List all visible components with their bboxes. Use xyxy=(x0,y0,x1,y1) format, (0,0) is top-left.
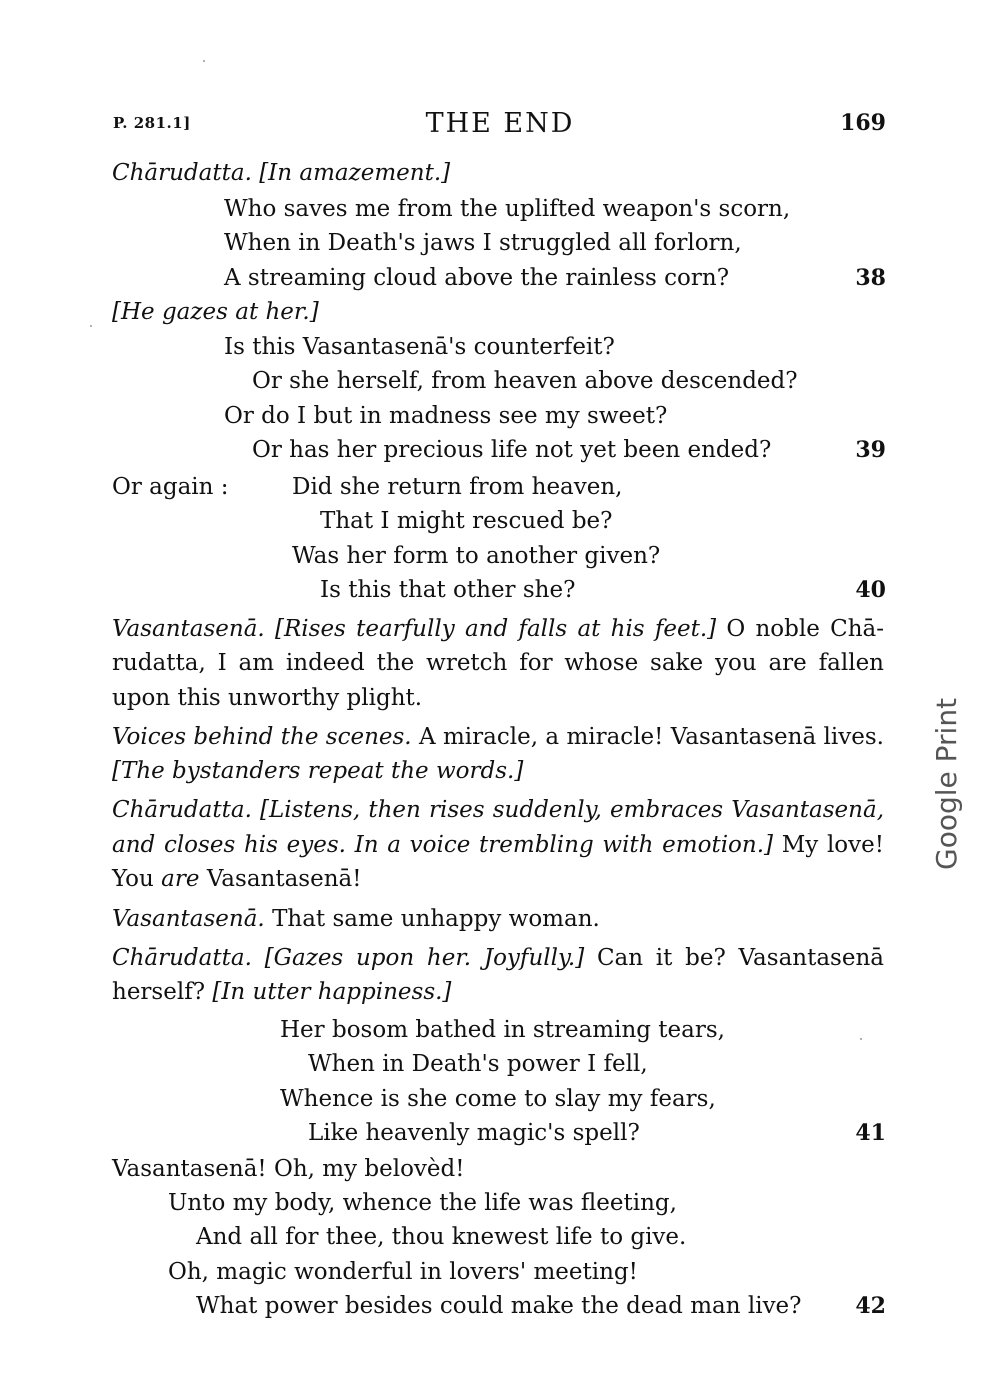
prose-text: A miracle, a miracle! Vasantasenā lives. xyxy=(419,724,884,750)
verse-line: Unto my body, whence the life was fleeting, xyxy=(168,1190,677,1216)
verse-number: 39 xyxy=(855,437,886,463)
prose-line xyxy=(112,830,884,860)
scan-speck xyxy=(203,60,205,62)
verse-line: When in Death's power I fell, xyxy=(308,1051,648,1077)
prose-text: Can it be? Vasantasenā xyxy=(596,945,884,971)
scan-speck xyxy=(90,325,92,327)
verse-line: A streaming cloud above the rainless corn? xyxy=(224,265,730,291)
stage-direction: [Listens, then rises suddenly, embraces Vasantasenā, xyxy=(260,797,885,823)
prose-line xyxy=(112,977,451,1007)
verse-number: 41 xyxy=(855,1120,886,1146)
prose-text: My love! xyxy=(781,832,884,858)
verse-line: Or do I but in madness see my sweet? xyxy=(224,403,668,429)
stage-direction: [The bystanders repeat the words.] xyxy=(112,758,524,784)
prose-line: Vasantasenā! Oh, my belovèd! xyxy=(112,1156,465,1182)
stage-direction: [In utter happiness.] xyxy=(212,979,452,1005)
prose-text: Vasantasenā! xyxy=(206,866,362,892)
verse-line: Her bosom bathed in streaming tears, xyxy=(280,1017,725,1043)
verse-line: Was her form to another given? xyxy=(292,543,661,569)
verse-line: Or has her precious life not yet been ended? xyxy=(252,437,772,463)
section-reference: P. 281.1] xyxy=(113,114,191,132)
verse-line: Oh, magic wonderful in lovers' meeting! xyxy=(168,1259,638,1285)
speaker-line xyxy=(112,158,450,188)
verse-number: 38 xyxy=(855,265,886,291)
verse-line: That I might rescued be? xyxy=(320,508,613,534)
verse-line: When in Death's jaws I struggled all forlorn, xyxy=(224,230,742,256)
stage-direction: [Rises tearfully and falls at his feet.] xyxy=(275,616,717,642)
page-title: THE END xyxy=(425,108,575,139)
page-number: 169 xyxy=(840,110,886,136)
prose-line xyxy=(112,614,884,644)
stage-direction: and closes his eyes. In a voice trembling with emotion.] xyxy=(112,832,773,858)
speaker-name: Chārudatta. xyxy=(112,797,252,823)
stage-direction: [He gazes at her.] xyxy=(112,299,319,325)
verse-line: Who saves me from the uplifted weapon's scorn, xyxy=(224,196,791,222)
speaker-name: Vasantasenā. xyxy=(112,616,265,642)
prose-text: herself? xyxy=(112,979,206,1005)
verse-line: What power besides could make the dead man live? xyxy=(196,1293,802,1319)
verse-line: Is this Vasantasenā's counterfeit? xyxy=(224,334,615,360)
prose-line xyxy=(112,864,362,894)
scan-speck xyxy=(860,1038,862,1040)
prose-text: O noble Chā- xyxy=(726,616,884,642)
prose-line xyxy=(112,943,884,973)
prose-line: upon this unworthy plight. xyxy=(112,685,423,711)
stage-direction: [In amazement.] xyxy=(259,160,451,186)
verse-line: Did she return from heaven, xyxy=(292,474,623,500)
verse-line: Is this that other she? xyxy=(320,577,576,603)
verse-number: 40 xyxy=(855,577,886,603)
verse-line: Whence is she come to slay my fears, xyxy=(280,1086,716,1112)
prose-text: That same unhappy woman. xyxy=(272,906,600,932)
verse-line: And all for thee, thou knewest life to give. xyxy=(196,1224,687,1250)
emphasis: are xyxy=(161,866,200,892)
prose-line: rudatta, I am indeed the wretch for whose sake you are fallen xyxy=(112,650,884,676)
prose-line xyxy=(112,904,600,934)
verse-line: Like heavenly magic's spell? xyxy=(308,1120,640,1146)
speaker-name: Vasantasenā. xyxy=(112,906,265,932)
stage-direction: [Gazes upon her. Joyfully.] xyxy=(264,945,585,971)
prose-text: You xyxy=(112,866,154,892)
prose-line xyxy=(112,722,884,752)
speaker-name: Chārudatta. xyxy=(112,945,252,971)
prose-line xyxy=(112,795,884,825)
google-print-watermark: Google Print xyxy=(930,697,963,870)
verse-number: 42 xyxy=(855,1293,886,1319)
verse-line: Or she herself, from heaven above descended? xyxy=(252,368,798,394)
verse-lead: Or again : xyxy=(112,474,229,500)
speaker-name: Voices behind the scenes. xyxy=(112,724,412,750)
speaker-name: Chārudatta. xyxy=(112,160,252,186)
